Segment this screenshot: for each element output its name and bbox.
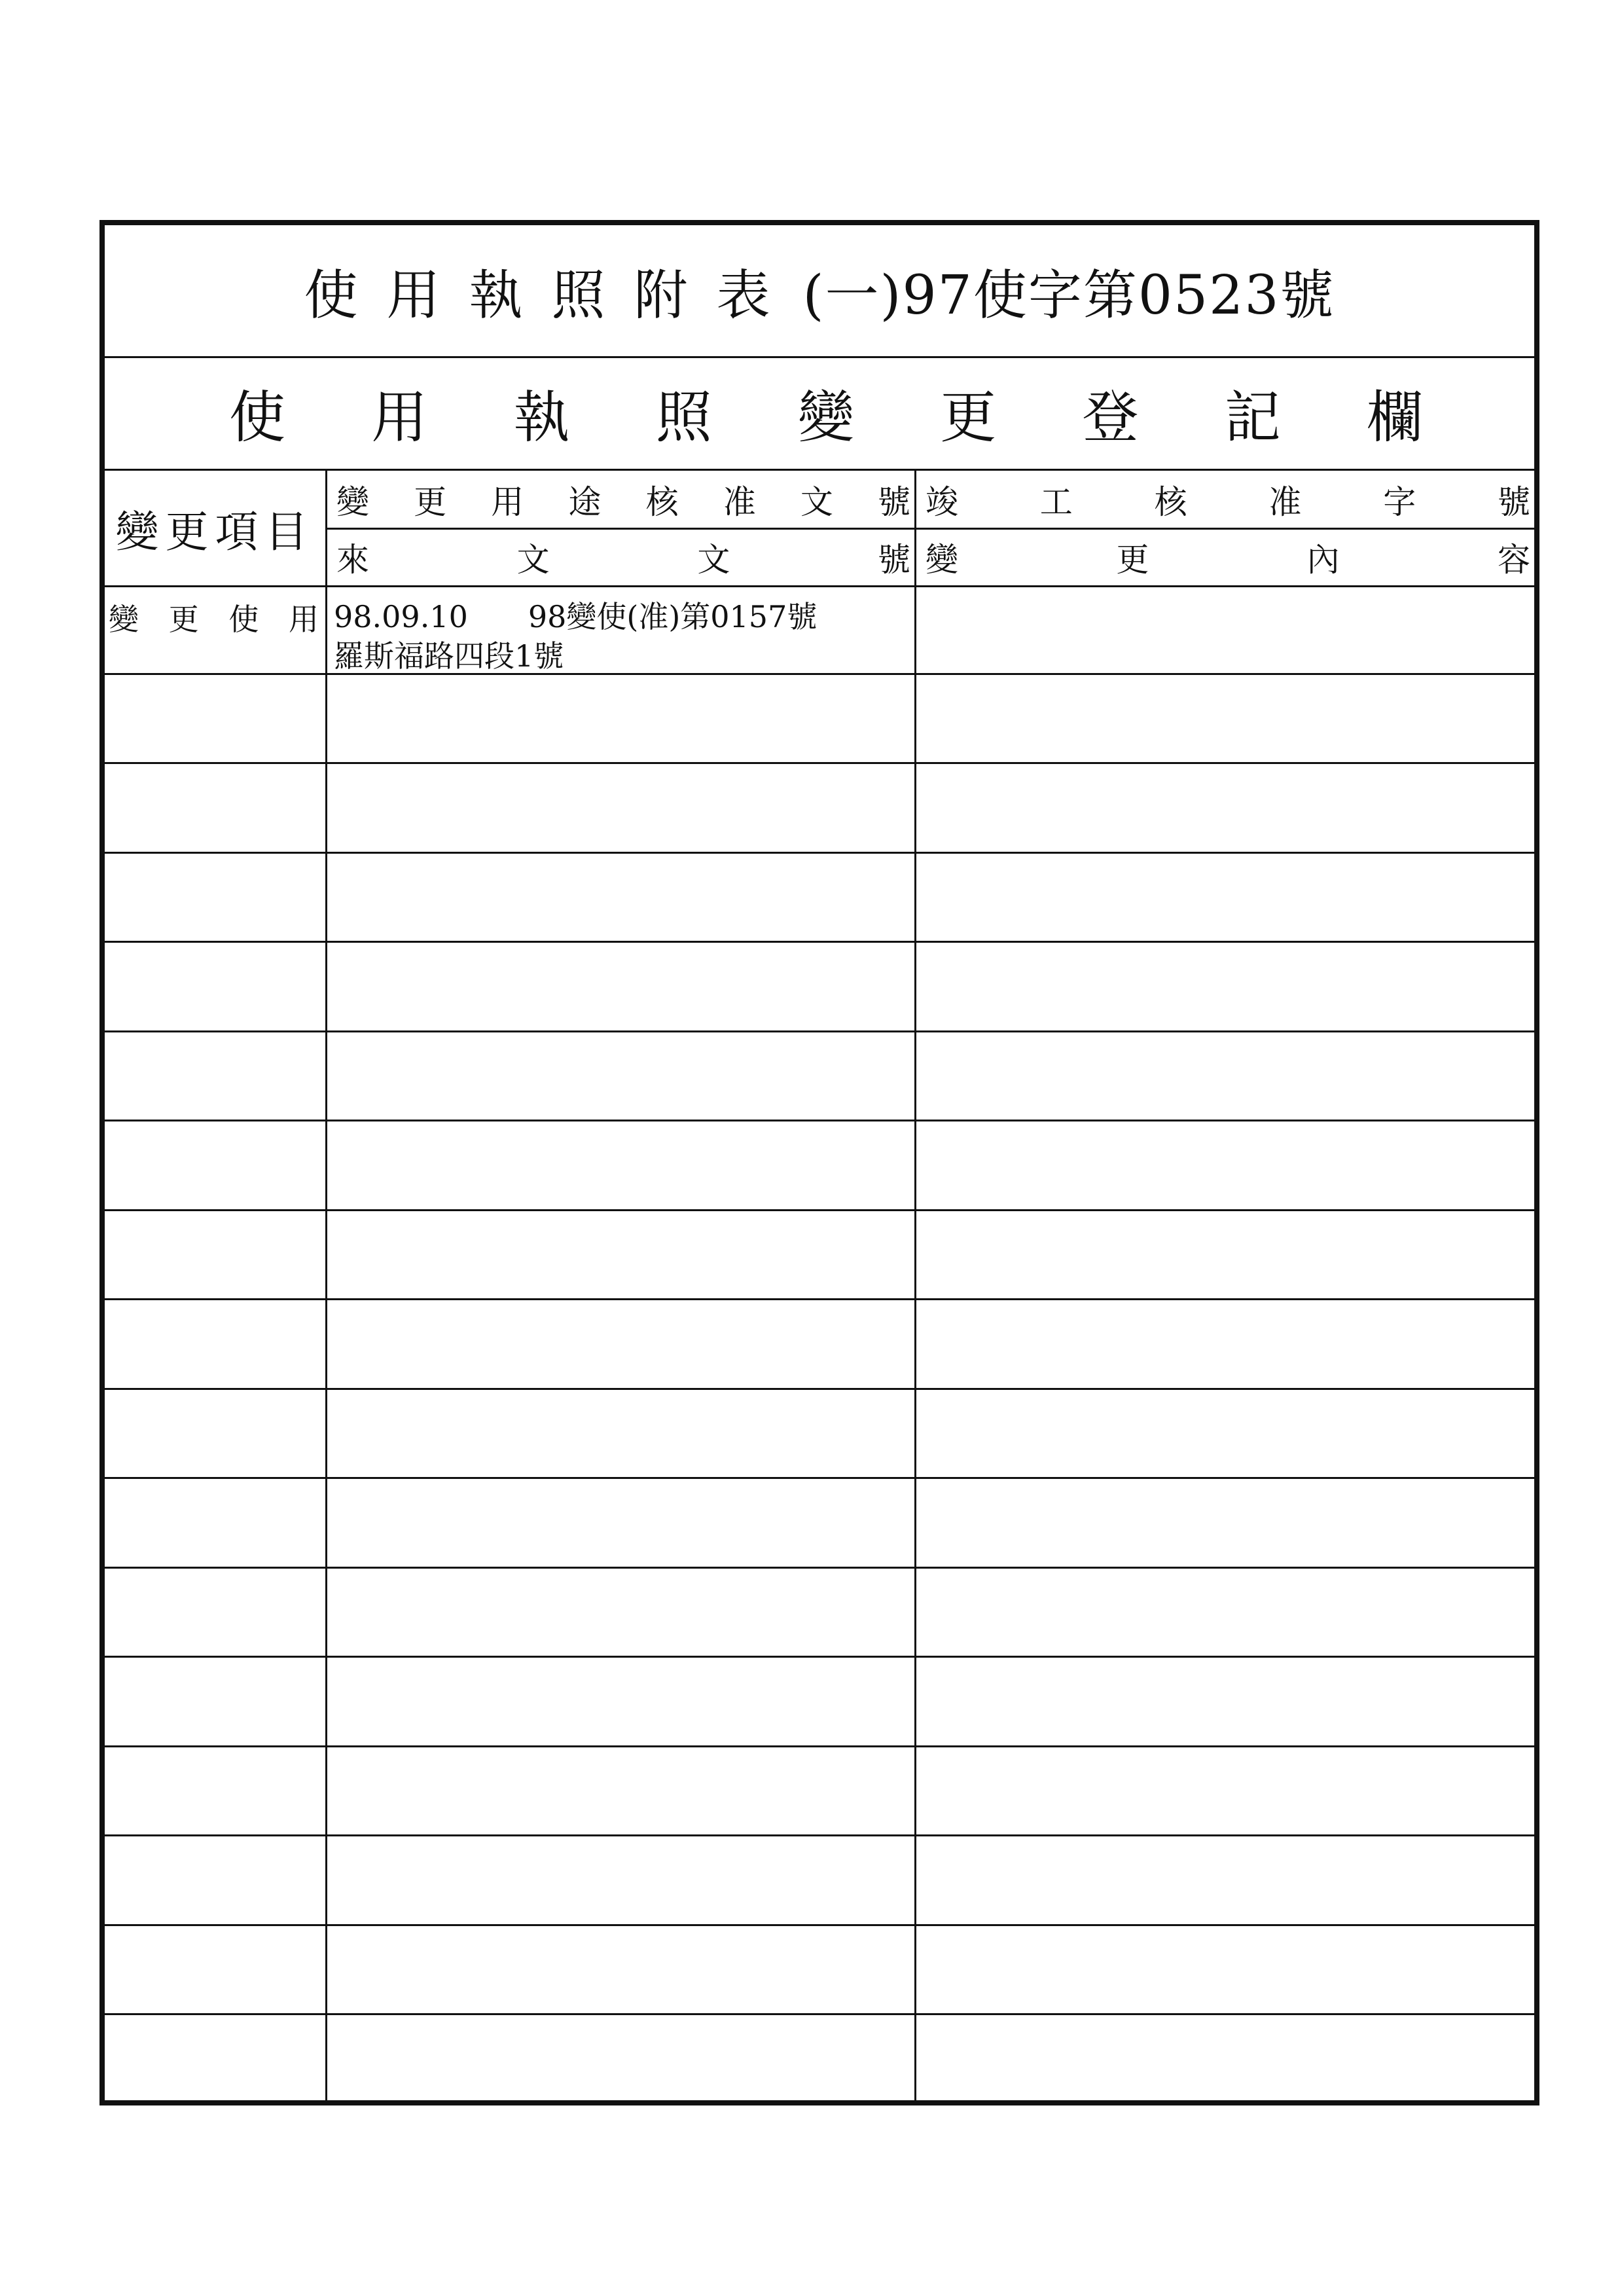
label-char: 文 xyxy=(800,483,833,521)
label-char: 變 xyxy=(926,540,958,579)
table-row xyxy=(105,1032,1534,1122)
table-row xyxy=(105,1569,1534,1658)
form-title-label: 使用執照附表 xyxy=(304,264,799,327)
entry-content-cell xyxy=(916,585,1534,673)
label-char: 途 xyxy=(568,483,602,521)
section-title-char: 更 xyxy=(940,385,997,450)
table-row xyxy=(105,2015,1534,2105)
table-row xyxy=(105,1836,1534,1926)
label-char: 更 xyxy=(168,602,199,637)
table-row xyxy=(105,1658,1534,1747)
label-char: 變 xyxy=(336,483,369,521)
table-header xyxy=(105,471,1534,587)
label-char: 號 xyxy=(1497,483,1530,521)
license-number: (一)97使字第0523號 xyxy=(802,264,1335,327)
entry-doc-cell xyxy=(327,585,916,673)
label-char: 用 xyxy=(491,483,524,521)
label-char: 工 xyxy=(1039,483,1073,521)
table-row xyxy=(105,585,1534,675)
section-title-char: 登 xyxy=(1082,385,1139,450)
table-row xyxy=(105,1211,1534,1301)
table-row xyxy=(105,1747,1534,1837)
table-row xyxy=(105,1926,1534,2016)
entry-doc-line xyxy=(334,593,817,636)
table-row xyxy=(105,1390,1534,1480)
label-char: 容 xyxy=(1497,540,1530,579)
header-change-item: 變更項目 xyxy=(105,471,327,585)
section-title-char: 照 xyxy=(655,385,712,450)
form-title xyxy=(105,225,1534,358)
header-incoming-doc xyxy=(327,528,916,585)
header-approval-doc xyxy=(327,471,916,528)
entry-item-cell xyxy=(105,585,327,673)
section-title-char: 使 xyxy=(229,385,285,450)
entry-approval-no: 98變使(准)第0157號 xyxy=(528,599,818,634)
section-title xyxy=(105,356,1534,471)
label-char: 核 xyxy=(1154,483,1187,521)
table-row xyxy=(105,943,1534,1032)
entry-address: 羅斯福路四段1號 xyxy=(334,638,564,674)
label-char: 使 xyxy=(228,602,259,637)
label-char: 更 xyxy=(414,483,447,521)
section-title-char: 執 xyxy=(513,385,570,450)
label-char: 字 xyxy=(1383,483,1416,521)
label-char: 核 xyxy=(645,483,679,521)
label-char: 准 xyxy=(723,483,756,521)
table-row xyxy=(105,1300,1534,1390)
table-row xyxy=(105,764,1534,854)
section-title-char: 欄 xyxy=(1367,385,1423,450)
label-char: 號 xyxy=(877,540,910,579)
table-row xyxy=(105,1479,1534,1569)
section-title-char: 用 xyxy=(371,385,428,450)
header-completion-no xyxy=(916,471,1534,528)
entry-date: 98.09.10 xyxy=(334,599,468,634)
entry-rows xyxy=(105,585,1534,2100)
section-title-char: 變 xyxy=(798,385,854,450)
header-change-content xyxy=(916,528,1534,585)
label-char: 號 xyxy=(877,483,910,521)
table-row xyxy=(105,675,1534,765)
label-char: 變 xyxy=(109,602,139,637)
label-char: 用 xyxy=(288,602,319,637)
label-char: 來 xyxy=(336,540,369,579)
label-char: 准 xyxy=(1268,483,1302,521)
section-title-char: 記 xyxy=(1224,385,1281,450)
label-char: 文 xyxy=(697,540,730,579)
form-table xyxy=(99,220,1539,2105)
header-row-bottom xyxy=(327,528,1534,585)
table-row xyxy=(105,854,1534,943)
label-char: 內 xyxy=(1306,540,1340,579)
label-char: 竣 xyxy=(926,483,958,521)
label-char: 文 xyxy=(516,540,550,579)
label-char: 更 xyxy=(1116,540,1149,579)
entry-item xyxy=(109,596,319,639)
header-row-top xyxy=(327,471,1534,530)
table-row xyxy=(105,1121,1534,1211)
